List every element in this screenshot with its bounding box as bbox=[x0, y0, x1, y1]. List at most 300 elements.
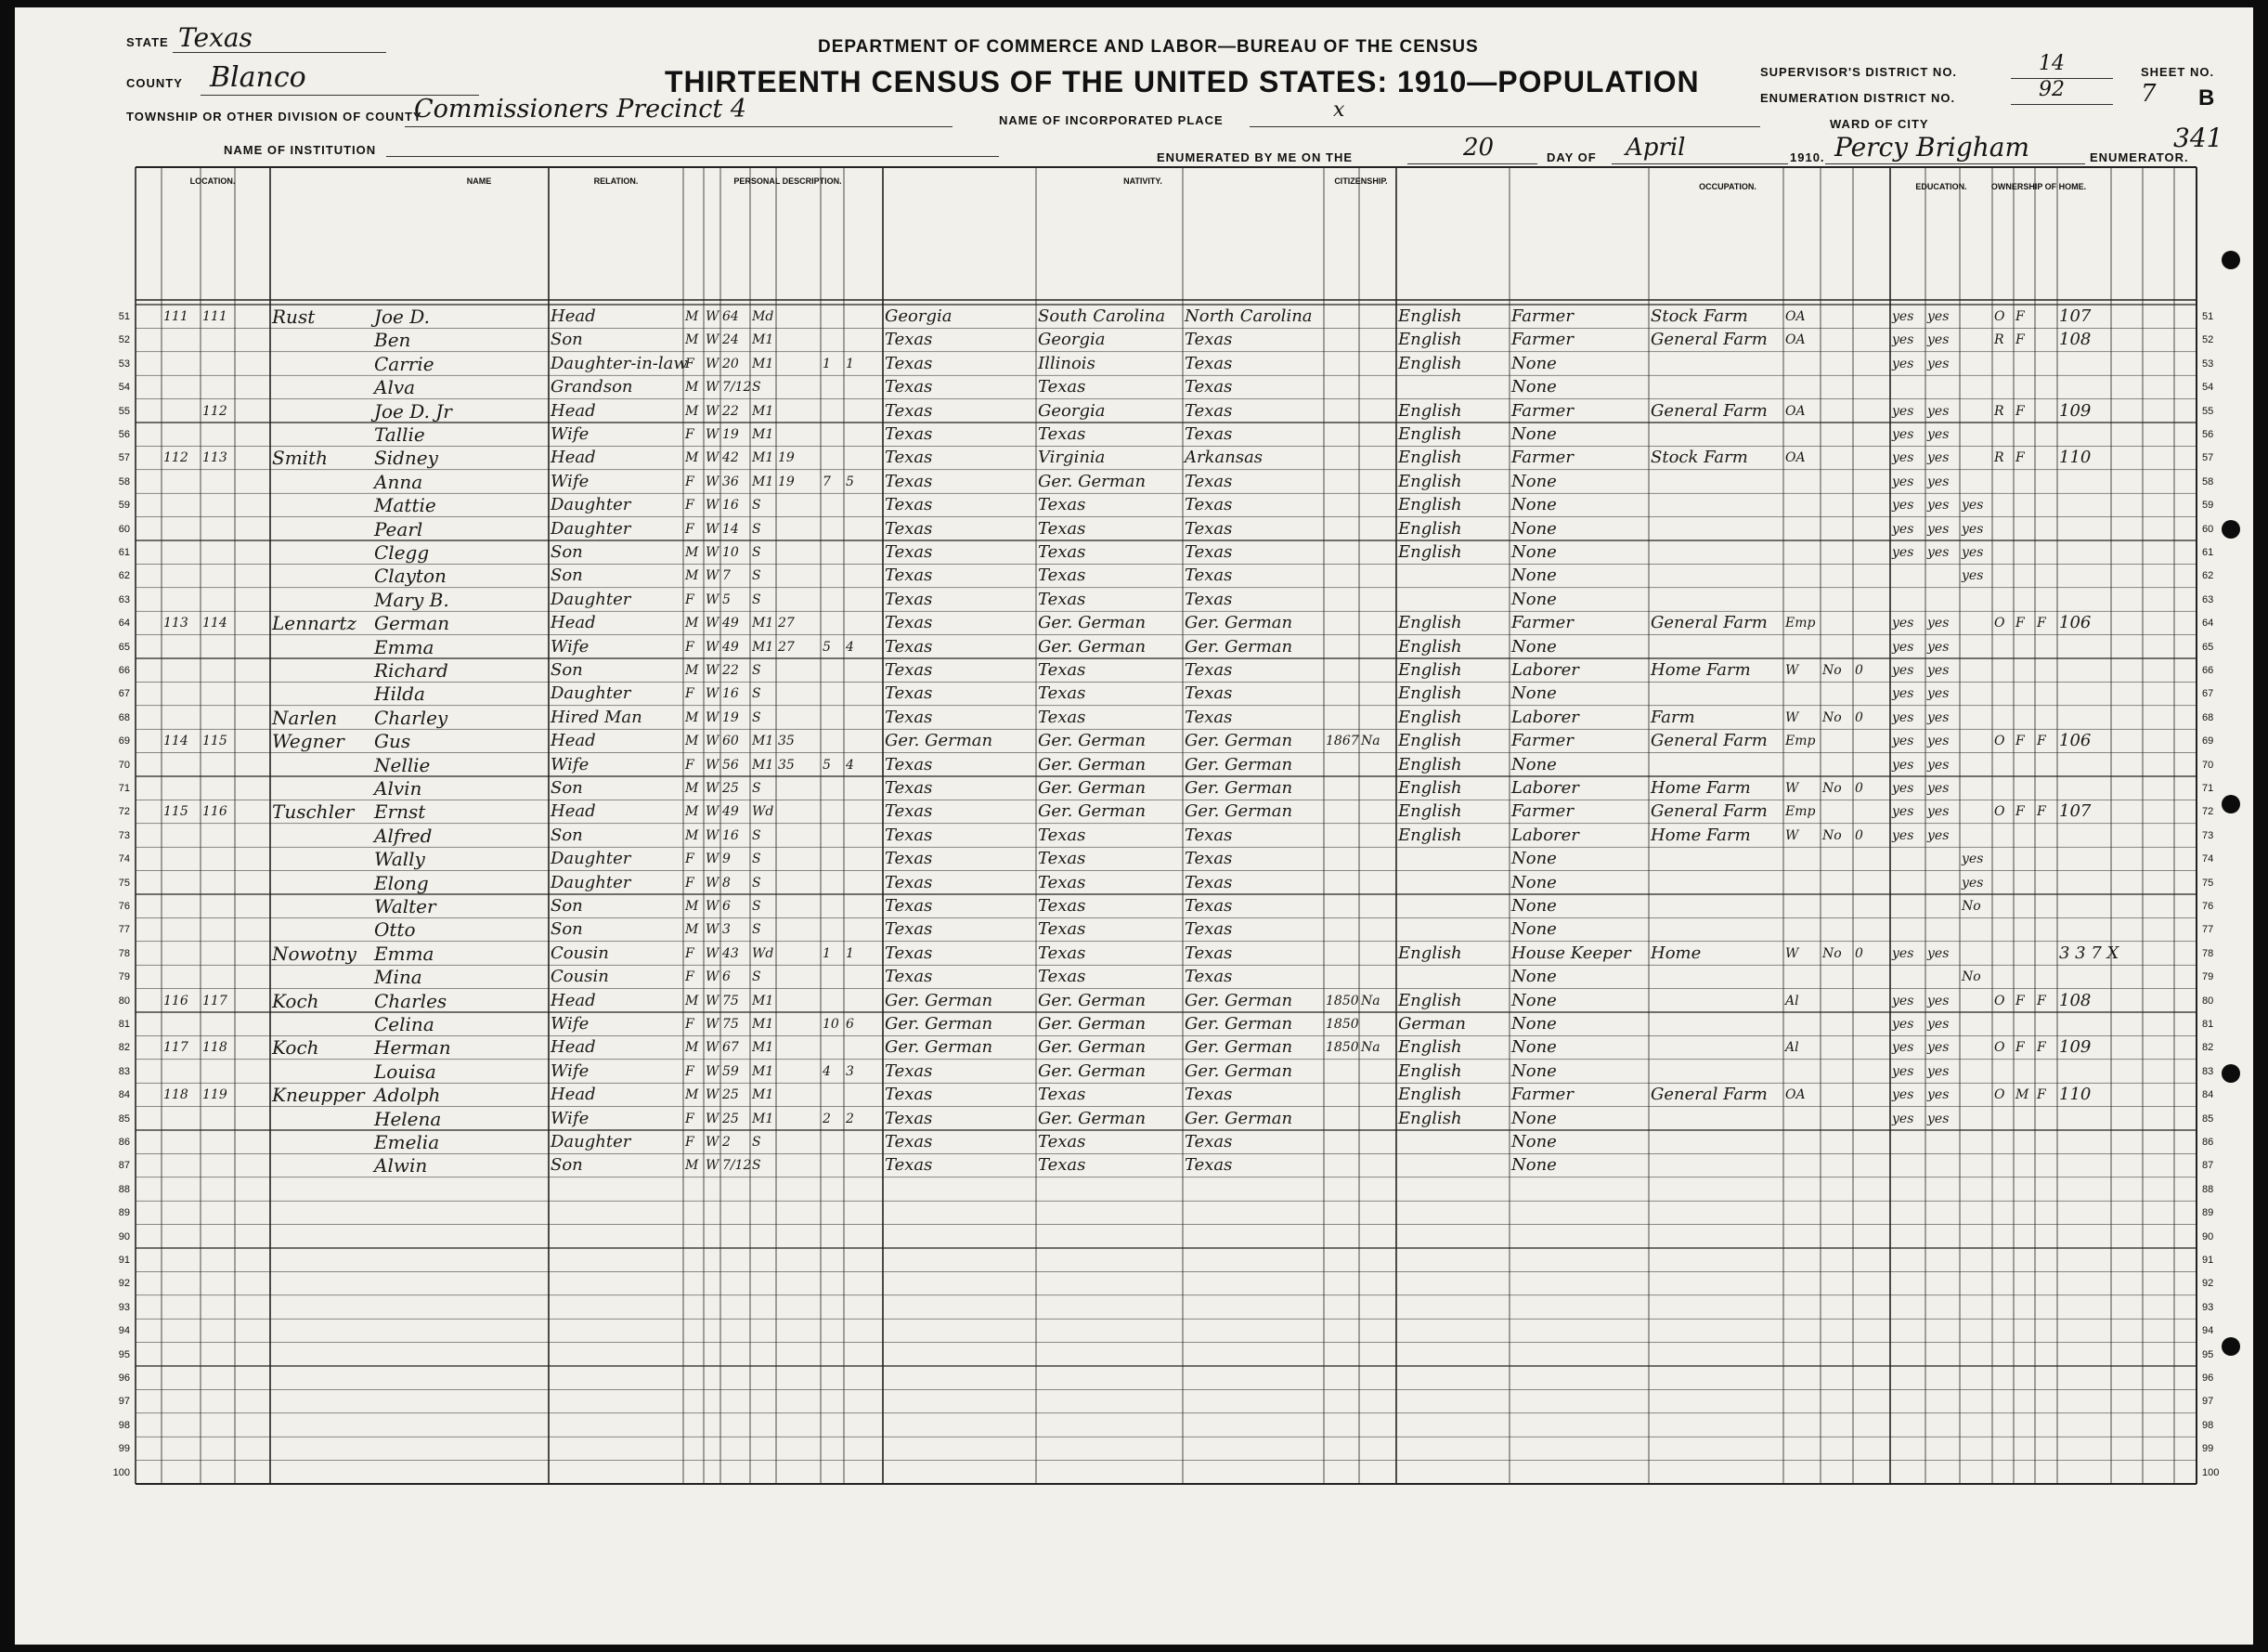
cell-relation: Head bbox=[551, 1085, 596, 1105]
cell-relation: Daughter bbox=[551, 1132, 631, 1151]
enumerated-day: 20 bbox=[1463, 134, 1495, 162]
cell-write: yes bbox=[1927, 734, 1950, 749]
line-number: 81 bbox=[118, 1019, 130, 1030]
cell-industry: General Farm bbox=[1651, 400, 1768, 421]
cell-relation: Daughter bbox=[551, 683, 631, 704]
cell-extra: 108 bbox=[2059, 990, 2092, 1010]
line-number-right: 54 bbox=[2202, 382, 2214, 394]
cell-mother: Texas bbox=[1185, 542, 1233, 562]
line-number-right: 61 bbox=[2202, 547, 2214, 558]
cell-trade: House Keeper bbox=[1511, 943, 1631, 963]
cell-race: W bbox=[706, 1111, 719, 1126]
cell-married-years: 27 bbox=[778, 639, 795, 655]
cell-write: yes bbox=[1927, 709, 1950, 725]
cell-relation: Head bbox=[551, 306, 596, 326]
line-number-right: 80 bbox=[2202, 995, 2214, 1007]
cell-birthplace: Texas bbox=[885, 377, 933, 397]
cell-write: yes bbox=[1927, 1063, 1950, 1079]
cell-write: yes bbox=[1927, 356, 1950, 371]
line-number-right: 92 bbox=[2202, 1278, 2214, 1290]
cell-family: 112 bbox=[202, 403, 227, 419]
cell-age: 20 bbox=[722, 356, 739, 371]
cell-birthplace: Texas bbox=[885, 801, 933, 822]
cell-write: yes bbox=[1927, 993, 1950, 1008]
group-occupation: OCCUPATION. bbox=[1699, 182, 1756, 191]
cell-unemp: No bbox=[1822, 709, 1842, 725]
cell-relation: Son bbox=[551, 566, 583, 586]
cell-birthplace: Texas bbox=[885, 967, 933, 987]
line-number: 62 bbox=[118, 570, 130, 582]
cell-sex: M bbox=[685, 804, 699, 820]
cell-emp: Emp bbox=[1785, 804, 1816, 820]
cell-birthplace: Texas bbox=[885, 471, 933, 491]
cell-children-living: 6 bbox=[846, 1017, 854, 1032]
cell-surname: Kneupper bbox=[272, 1084, 365, 1107]
cell-relation: Daughter bbox=[551, 518, 631, 539]
cell-relation: Daughter bbox=[551, 495, 631, 515]
cell-race: W bbox=[706, 332, 719, 348]
cell-industry: General Farm bbox=[1651, 731, 1768, 751]
cell-nat: Na bbox=[1361, 993, 1380, 1008]
cell-relation: Head bbox=[551, 400, 596, 421]
cell-married-years: 19 bbox=[778, 474, 795, 489]
line-number: 100 bbox=[112, 1466, 130, 1478]
cell-language: German bbox=[1398, 1014, 1467, 1034]
cell-birthplace: Texas bbox=[885, 896, 933, 916]
cell-given-name: Alva bbox=[374, 376, 416, 399]
cell-write: yes bbox=[1927, 1111, 1950, 1126]
cell-free: M bbox=[2015, 1087, 2029, 1103]
cell-mother: Texas bbox=[1185, 518, 1233, 539]
cell-age: 49 bbox=[722, 639, 739, 655]
cell-children-born: 10 bbox=[823, 1017, 839, 1032]
line-number: 82 bbox=[118, 1042, 130, 1054]
cell-relation: Cousin bbox=[551, 943, 609, 963]
cell-emp: OA bbox=[1785, 309, 1806, 324]
cell-marital: S bbox=[752, 922, 761, 938]
cell-father: Texas bbox=[1038, 566, 1086, 586]
cell-given-name: German bbox=[374, 612, 450, 635]
cell-relation: Wife bbox=[551, 1060, 590, 1081]
line-number-right: 57 bbox=[2202, 452, 2214, 464]
line-number: 59 bbox=[118, 500, 130, 512]
cell-mother: Texas bbox=[1185, 660, 1233, 680]
cell-father: Texas bbox=[1038, 1085, 1086, 1105]
cell-dwelling: 116 bbox=[163, 993, 188, 1008]
cell-write: yes bbox=[1927, 474, 1950, 489]
cell-sex: F bbox=[685, 686, 694, 702]
cell-mother: Texas bbox=[1185, 330, 1233, 350]
cell-birthplace: Texas bbox=[885, 542, 933, 562]
line-number-right: 91 bbox=[2202, 1255, 2214, 1266]
cell-trade: None bbox=[1511, 542, 1557, 562]
line-number-right: 58 bbox=[2202, 475, 2214, 488]
cell-write: yes bbox=[1927, 757, 1950, 773]
cell-marital: S bbox=[752, 663, 761, 678]
cell-write: yes bbox=[1927, 804, 1950, 820]
cell-relation: Cousin bbox=[551, 967, 609, 987]
cell-given-name: Sidney bbox=[374, 447, 438, 470]
cell-read: yes bbox=[1892, 734, 1914, 749]
census-title: THIRTEENTH CENSUS OF THE UNITED STATES: 1910—POPULATION bbox=[665, 65, 1700, 98]
cell-surname: Narlen bbox=[272, 706, 338, 729]
cell-relation: Grandson bbox=[551, 377, 633, 397]
cell-industry: General Farm bbox=[1651, 801, 1768, 822]
cell-given-name: Louisa bbox=[374, 1060, 436, 1083]
cell-father: Texas bbox=[1038, 967, 1086, 987]
cell-race: W bbox=[706, 592, 719, 607]
line-number: 71 bbox=[118, 783, 130, 794]
cell-given-name: Celina bbox=[374, 1013, 434, 1035]
cell-relation: Head bbox=[551, 613, 596, 633]
cell-sex: F bbox=[685, 945, 694, 961]
cell-sex: F bbox=[685, 969, 694, 985]
line-number-right: 89 bbox=[2202, 1207, 2214, 1219]
cell-sex: F bbox=[685, 1111, 694, 1126]
cell-write: yes bbox=[1927, 521, 1950, 537]
cell-race: W bbox=[706, 1063, 719, 1079]
cell-age: 9 bbox=[722, 852, 731, 867]
cell-birthplace: Texas bbox=[885, 1060, 933, 1081]
line-number-right: 95 bbox=[2202, 1348, 2214, 1360]
cell-father: Texas bbox=[1038, 896, 1086, 916]
cell-father: Ger. German bbox=[1038, 1037, 1147, 1058]
cell-race: W bbox=[706, 639, 719, 655]
line-number: 73 bbox=[118, 829, 130, 841]
group-education: EDUCATION. bbox=[1915, 182, 1967, 191]
cell-immig: 1850 bbox=[1326, 1017, 1359, 1032]
cell-sex: F bbox=[685, 1017, 694, 1032]
cell-children-born: 4 bbox=[823, 1063, 831, 1079]
line-number: 98 bbox=[118, 1419, 130, 1431]
cell-mother: Ger. German bbox=[1185, 1014, 1293, 1034]
cell-mother: Texas bbox=[1185, 967, 1233, 987]
cell-owned: O bbox=[1994, 734, 2005, 749]
cell-family: 117 bbox=[202, 993, 227, 1008]
cell-language: English bbox=[1398, 990, 1462, 1010]
cell-relation: Head bbox=[551, 731, 596, 751]
cell-mother: Ger. German bbox=[1185, 731, 1293, 751]
cell-mother: Ger. German bbox=[1185, 778, 1293, 798]
cell-read: yes bbox=[1892, 663, 1914, 678]
cell-language: English bbox=[1398, 1037, 1462, 1058]
cell-sex: M bbox=[685, 663, 699, 678]
cell-emp: W bbox=[1785, 827, 1799, 843]
cell-relation: Wife bbox=[551, 636, 590, 657]
cell-marital: S bbox=[752, 568, 761, 584]
cell-sex: F bbox=[685, 521, 694, 537]
cell-married-years: 35 bbox=[778, 734, 795, 749]
line-number: 51 bbox=[118, 311, 130, 322]
line-number-right: 53 bbox=[2202, 358, 2214, 370]
cell-mother: Texas bbox=[1185, 566, 1233, 586]
enumerated-label: ENUMERATED BY ME ON THE bbox=[1157, 150, 1354, 164]
cell-unemp: No bbox=[1822, 827, 1842, 843]
cell-birthplace: Texas bbox=[885, 518, 933, 539]
line-number-right: 72 bbox=[2202, 806, 2214, 818]
cell-dwelling: 111 bbox=[163, 309, 188, 324]
line-number-right: 78 bbox=[2202, 947, 2214, 959]
cell-sex: M bbox=[685, 922, 699, 938]
cell-relation: Son bbox=[551, 1155, 583, 1176]
cell-relation: Head bbox=[551, 801, 596, 822]
line-number-right: 63 bbox=[2202, 593, 2214, 605]
cell-language: English bbox=[1398, 1108, 1462, 1128]
cell-birthplace: Texas bbox=[885, 825, 933, 845]
cell-owned: O bbox=[1994, 993, 2005, 1008]
cell-free: F bbox=[2015, 332, 2025, 348]
cell-children-born: 2 bbox=[823, 1111, 831, 1126]
cell-birthplace: Texas bbox=[885, 943, 933, 963]
cell-given-name: Otto bbox=[374, 918, 416, 942]
institution-label: NAME OF INSTITUTION bbox=[224, 143, 377, 157]
cell-age: 22 bbox=[722, 663, 739, 678]
line-number: 99 bbox=[118, 1443, 130, 1455]
cell-marital: S bbox=[752, 498, 761, 514]
cell-age: 22 bbox=[722, 403, 739, 419]
cell-marital: S bbox=[752, 380, 761, 396]
cell-language: English bbox=[1398, 542, 1462, 562]
cell-children-born: 5 bbox=[823, 757, 831, 773]
cell-trade: Farmer bbox=[1511, 613, 1574, 633]
cell-language: English bbox=[1398, 400, 1462, 421]
cell-read: yes bbox=[1892, 450, 1914, 466]
line-number: 92 bbox=[118, 1278, 130, 1290]
cell-trade: None bbox=[1511, 518, 1557, 539]
cell-sex: M bbox=[685, 993, 699, 1008]
line-number-right: 52 bbox=[2202, 334, 2214, 346]
cell-marital: M1 bbox=[752, 757, 774, 773]
cell-race: W bbox=[706, 380, 719, 396]
cell-sex: F bbox=[685, 592, 694, 607]
cell-language: English bbox=[1398, 754, 1462, 774]
cell-age: 6 bbox=[722, 969, 731, 985]
cell-extra: 107 bbox=[2059, 801, 2092, 822]
cell-school: yes bbox=[1962, 568, 1984, 584]
cell-sex: M bbox=[685, 1158, 699, 1174]
cell-extra: 110 bbox=[2059, 1085, 2092, 1105]
line-number: 94 bbox=[118, 1325, 130, 1337]
cell-owned: O bbox=[1994, 309, 2005, 324]
cell-father: Ger. German bbox=[1038, 801, 1147, 822]
cell-trade: None bbox=[1511, 495, 1557, 515]
cell-free: F bbox=[2015, 450, 2025, 466]
cell-sex: M bbox=[685, 545, 699, 560]
cell-age: 19 bbox=[722, 427, 739, 442]
cell-birthplace: Texas bbox=[885, 589, 933, 609]
line-number-right: 70 bbox=[2202, 759, 2214, 771]
line-number-right: 69 bbox=[2202, 735, 2214, 748]
cell-read: yes bbox=[1892, 356, 1914, 371]
cell-mother: Ger. German bbox=[1185, 613, 1293, 633]
line-number: 52 bbox=[118, 334, 130, 346]
cell-write: yes bbox=[1927, 427, 1950, 442]
cell-father: Ger. German bbox=[1038, 1108, 1147, 1128]
cell-write: yes bbox=[1927, 1087, 1950, 1103]
cell-marital: S bbox=[752, 852, 761, 867]
cell-age: 60 bbox=[722, 734, 739, 749]
line-number-right: 99 bbox=[2202, 1443, 2214, 1455]
binder-hole bbox=[2222, 520, 2240, 539]
cell-read: yes bbox=[1892, 827, 1914, 843]
cell-trade: Farmer bbox=[1511, 731, 1574, 751]
cell-sex: F bbox=[685, 474, 694, 489]
cell-read: yes bbox=[1892, 521, 1914, 537]
cell-dwelling: 113 bbox=[163, 616, 188, 631]
cell-age: 36 bbox=[722, 474, 739, 489]
cell-free: F bbox=[2015, 1040, 2025, 1056]
township-value: Commissioners Precinct 4 bbox=[414, 95, 747, 124]
cell-race: W bbox=[706, 356, 719, 371]
cell-read: yes bbox=[1892, 309, 1914, 324]
cell-children-living: 4 bbox=[846, 757, 854, 773]
cell-write: yes bbox=[1927, 498, 1950, 514]
cell-nat: Na bbox=[1361, 734, 1380, 749]
cell-race: W bbox=[706, 993, 719, 1008]
cell-school: yes bbox=[1962, 545, 1984, 560]
cell-language: English bbox=[1398, 660, 1462, 680]
binder-hole bbox=[2222, 251, 2240, 269]
line-number: 83 bbox=[118, 1065, 130, 1077]
cell-birthplace: Texas bbox=[885, 330, 933, 350]
cell-free: F bbox=[2015, 804, 2025, 820]
cell-industry: Home bbox=[1651, 943, 1702, 963]
cell-emp: OA bbox=[1785, 332, 1806, 348]
cell-sex: M bbox=[685, 616, 699, 631]
cell-relation: Daughter bbox=[551, 589, 631, 609]
cell-family: 115 bbox=[202, 734, 227, 749]
line-number-right: 60 bbox=[2202, 523, 2214, 535]
line-number-right: 73 bbox=[2202, 829, 2214, 841]
cell-marital: Md bbox=[752, 309, 774, 324]
line-number: 80 bbox=[118, 995, 130, 1007]
line-number-right: 93 bbox=[2202, 1301, 2214, 1313]
cell-children-living: 1 bbox=[846, 356, 854, 371]
cell-sex: F bbox=[685, 1135, 694, 1150]
cell-race: W bbox=[706, 1087, 719, 1103]
cell-emp: OA bbox=[1785, 403, 1806, 419]
cell-marital: M1 bbox=[752, 356, 774, 371]
cell-family: 114 bbox=[202, 616, 227, 631]
line-number-right: 88 bbox=[2202, 1183, 2214, 1195]
cell-trade: Laborer bbox=[1511, 825, 1579, 845]
cell-race: W bbox=[706, 427, 719, 442]
cell-sex: M bbox=[685, 380, 699, 396]
cell-marital: M1 bbox=[752, 427, 774, 442]
cell-marital: S bbox=[752, 592, 761, 607]
cell-sex: F bbox=[685, 427, 694, 442]
cell-trade: Farmer bbox=[1511, 306, 1574, 326]
cell-write: yes bbox=[1927, 781, 1950, 796]
supervisor-value: 14 bbox=[2039, 52, 2065, 75]
cell-free: F bbox=[2015, 616, 2025, 631]
cell-trade: None bbox=[1511, 1155, 1557, 1176]
cell-sex: M bbox=[685, 1040, 699, 1056]
cell-surname: Tuschler bbox=[272, 800, 355, 824]
cell-age: 3 bbox=[722, 922, 731, 938]
cell-given-name: Charley bbox=[374, 706, 448, 729]
cell-race: W bbox=[706, 1040, 719, 1056]
cell-trade: None bbox=[1511, 566, 1557, 586]
cell-birthplace: Ger. German bbox=[885, 1014, 993, 1034]
line-number: 65 bbox=[118, 641, 130, 653]
cell-sex: M bbox=[685, 734, 699, 749]
cell-language: English bbox=[1398, 518, 1462, 539]
cell-language: English bbox=[1398, 778, 1462, 798]
cell-mother: Arkansas bbox=[1185, 448, 1264, 468]
cell-marital: M1 bbox=[752, 639, 774, 655]
cell-race: W bbox=[706, 757, 719, 773]
cell-language: English bbox=[1398, 943, 1462, 963]
cell-given-name: Mary B. bbox=[374, 588, 449, 611]
cell-relation: Wife bbox=[551, 754, 590, 774]
line-number-right: 97 bbox=[2202, 1396, 2214, 1408]
line-number: 93 bbox=[118, 1301, 130, 1313]
department-heading: DEPARTMENT OF COMMERCE AND LABOR—BUREAU OF THE CENSUS bbox=[818, 37, 1479, 57]
cell-write: yes bbox=[1927, 450, 1950, 466]
cell-language: English bbox=[1398, 353, 1462, 373]
cell-nat: Na bbox=[1361, 1040, 1380, 1056]
cell-sex: F bbox=[685, 1063, 694, 1079]
cell-mother: North Carolina bbox=[1185, 306, 1313, 326]
cell-given-name: Tallie bbox=[374, 423, 425, 446]
cell-emp: Emp bbox=[1785, 616, 1816, 631]
cell-race: W bbox=[706, 616, 719, 631]
cell-relation: Son bbox=[551, 778, 583, 798]
cell-trade: None bbox=[1511, 1060, 1557, 1081]
line-number-right: 100 bbox=[2202, 1466, 2220, 1478]
cell-sex: F bbox=[685, 852, 694, 867]
cell-mother: Texas bbox=[1185, 1155, 1233, 1176]
line-number: 66 bbox=[118, 665, 130, 676]
cell-race: W bbox=[706, 734, 719, 749]
cell-unemp: No bbox=[1822, 663, 1842, 678]
cell-father: Ger. German bbox=[1038, 1060, 1147, 1081]
cell-given-name: Clegg bbox=[374, 541, 430, 564]
cell-write: yes bbox=[1927, 403, 1950, 419]
cell-marital: S bbox=[752, 899, 761, 914]
cell-emp: OA bbox=[1785, 1087, 1806, 1103]
line-number: 78 bbox=[118, 947, 130, 959]
cell-mother: Texas bbox=[1185, 872, 1233, 892]
cell-industry: Stock Farm bbox=[1651, 448, 1748, 468]
cell-relation: Son bbox=[551, 542, 583, 562]
cell-age: 56 bbox=[722, 757, 739, 773]
cell-birthplace: Texas bbox=[885, 683, 933, 704]
line-number: 56 bbox=[118, 429, 130, 440]
cell-surname: Nowotny bbox=[272, 942, 356, 965]
enumerator-label: ENUMERATOR. bbox=[2090, 150, 2189, 164]
cell-industry: General Farm bbox=[1651, 330, 1768, 350]
cell-given-name: Elong bbox=[374, 871, 429, 894]
cell-weeks: 0 bbox=[1855, 709, 1863, 725]
census-sheet bbox=[15, 7, 2253, 1645]
cell-read: yes bbox=[1892, 1040, 1914, 1056]
cell-trade: Farmer bbox=[1511, 801, 1574, 822]
line-number-right: 98 bbox=[2202, 1419, 2214, 1431]
cell-relation: Son bbox=[551, 919, 583, 940]
line-number-right: 67 bbox=[2202, 688, 2214, 700]
cell-father: Texas bbox=[1038, 542, 1086, 562]
cell-birthplace: Texas bbox=[885, 872, 933, 892]
cell-extra: 3 3 7 X bbox=[2059, 943, 2119, 963]
enumerated-month: April bbox=[1626, 134, 1686, 162]
cell-birthplace: Texas bbox=[885, 1155, 933, 1176]
cell-read: yes bbox=[1892, 332, 1914, 348]
cell-trade: None bbox=[1511, 1037, 1557, 1058]
cell-race: W bbox=[706, 568, 719, 584]
group-ownership: OWNERSHIP OF HOME. bbox=[1990, 182, 2087, 191]
